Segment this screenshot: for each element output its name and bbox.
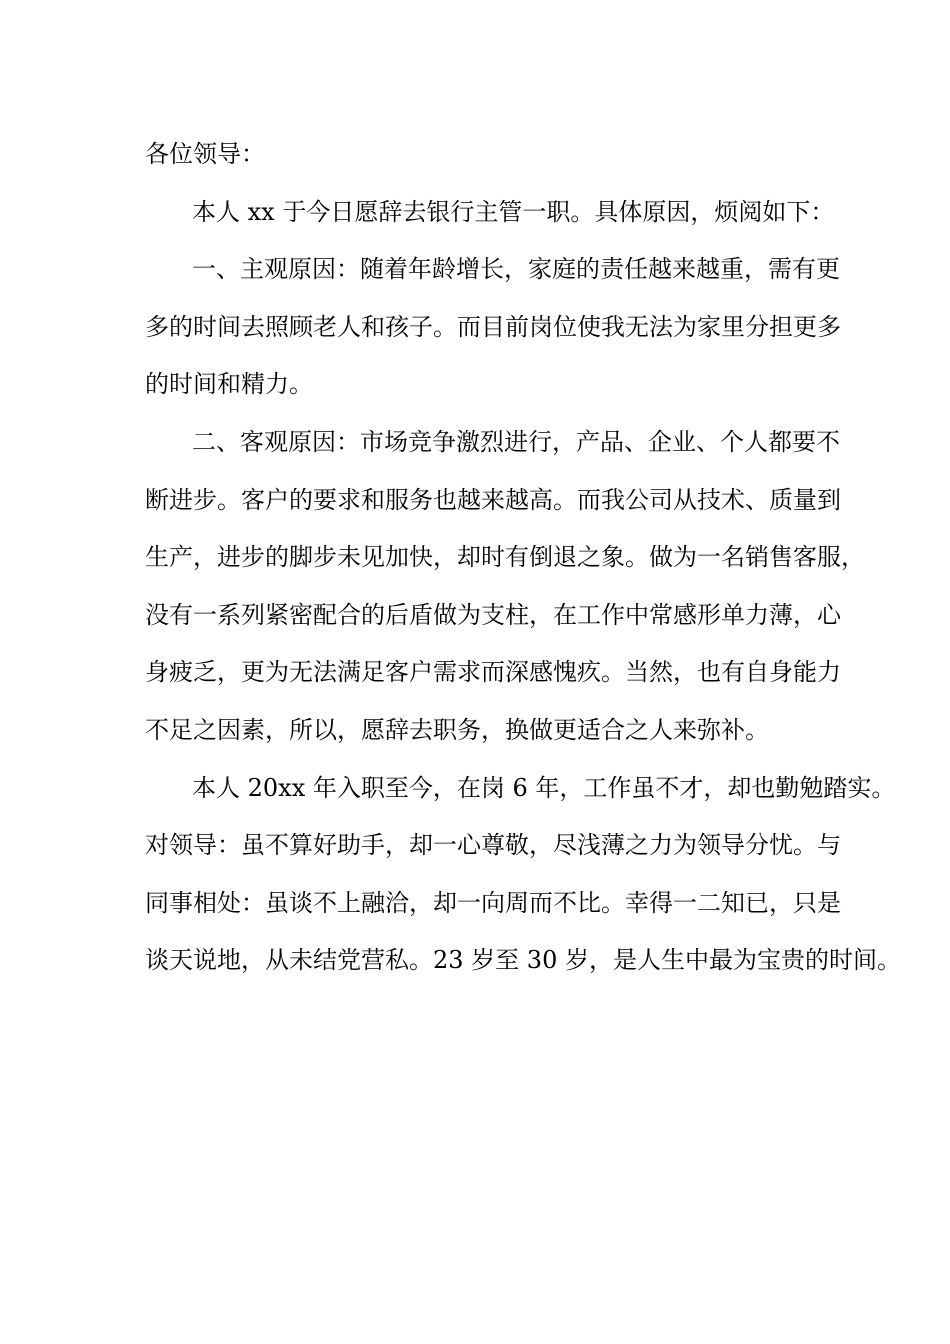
objective-reason-line-1: 二、客观原因：市场竞争激烈进行，产品、企业、个人都要不 — [192, 427, 840, 456]
tenure-paragraph-line-1: 本人 20xx 年入职至今，在岗 6 年，工作虽不才，却也勤勉踏实。 — [192, 773, 896, 802]
objective-reason-line-2: 断进步。客户的要求和服务也越来越高。而我公司从技术、质量到 — [145, 485, 841, 514]
objective-reason-line-4: 没有一系列紧密配合的后盾做为支柱，在工作中常感形单力薄，心 — [145, 600, 841, 629]
letter-body — [145, 126, 901, 990]
objective-reason-line-3: 生产，进步的脚步未见加快，却时有倒退之象。做为一名销售客服， — [145, 543, 865, 572]
tenure-paragraph-line-2: 对领导：虽不算好助手，却一心尊敬，尽浅薄之力为领导分忧。与 — [145, 831, 841, 860]
subjective-reason-line-2: 多的时间去照顾老人和孩子。而目前岗位使我无法为家里分担更多 — [145, 312, 841, 341]
objective-reason-line-6: 不足之因素，所以，愿辞去职务，换做更适合之人来弥补。 — [145, 715, 769, 744]
intro-paragraph-line: 本人 xx 于今日愿辞去银行主管一职。具体原因，烦阅如下： — [192, 197, 835, 226]
subjective-reason-line-3: 的时间和精力。 — [145, 370, 313, 399]
salutation-line: 各位领导： — [145, 140, 265, 168]
objective-reason-line-5: 身疲乏，更为无法满足客户需求而深感愧疚。当然，也有自身能力 — [145, 658, 841, 687]
tenure-paragraph-line-3: 同事相处：虽谈不上融洽，却一向周而不比。幸得一二知已，只是 — [145, 888, 841, 917]
tenure-paragraph-line-4: 谈天说地，从未结党营私。23 岁至 30 岁，是人生中最为宝贵的时间。 — [145, 946, 901, 975]
subjective-reason-line-1: 一、主观原因：随着年龄增长，家庭的责任越来越重，需有更 — [192, 255, 840, 284]
